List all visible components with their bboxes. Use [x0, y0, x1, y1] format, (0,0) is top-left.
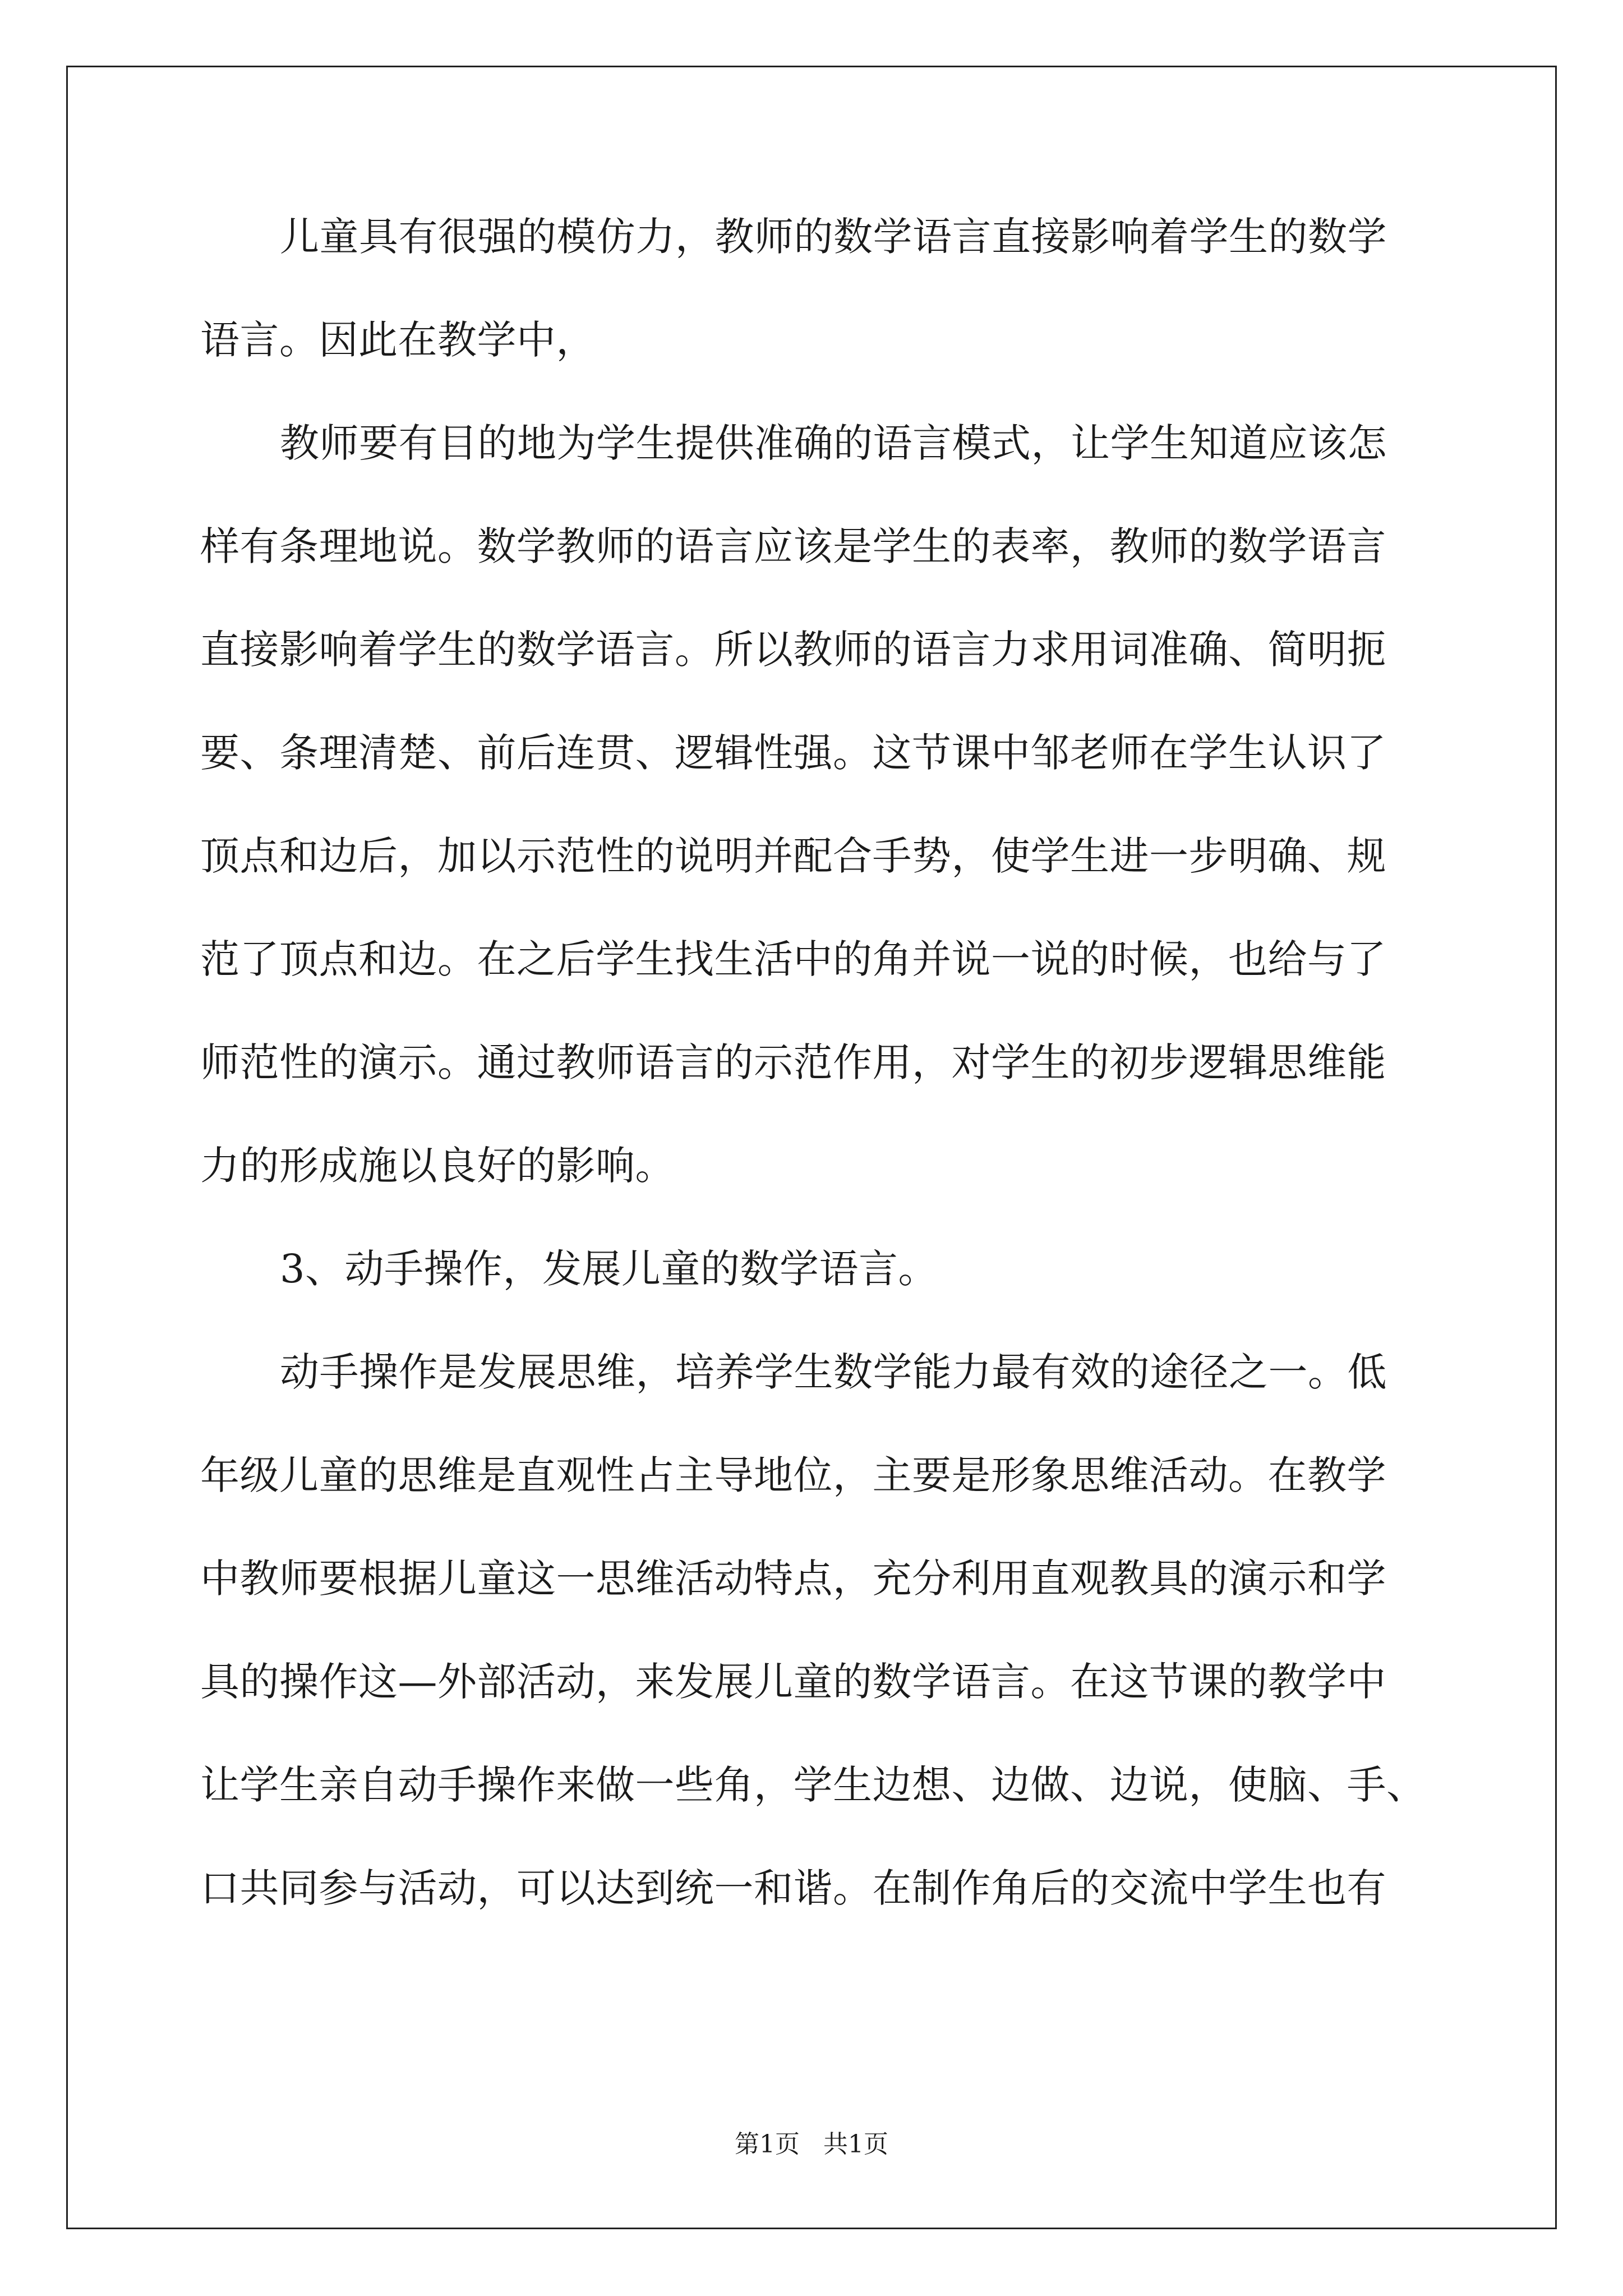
text-line: 年级儿童的思维是直观性占主导地位，主要是形象思维活动。在教学	[200, 1452, 1386, 1498]
text-line: 3、动手操作，发展儿童的数学语言。	[280, 1246, 938, 1292]
text-line: 直接影响着学生的数学语言。所以教师的语言力求用词准确、简明扼	[200, 627, 1386, 673]
text-line: 动手操作是发展思维，培养学生数学能力最有效的途径之一。低	[280, 1349, 1387, 1395]
text-line: 教师要有目的地为学生提供准确的语言模式，让学生知道应该怎	[280, 420, 1387, 466]
text-line: 儿童具有很强的模仿力，教师的数学语言直接影响着学生的数学	[280, 214, 1387, 260]
text-line: 语言。因此在教学中，	[200, 317, 596, 363]
text-line: 样有条理地说。数学教师的语言应该是学生的表率，教师的数学语言	[200, 523, 1386, 569]
text-line: 顶点和边后，加以示范性的说明并配合手势，使学生进一步明确、规	[200, 833, 1386, 879]
text-line: 要、条理清楚、前后连贯、逻辑性强。这节课中邹老师在学生认识了	[200, 730, 1386, 776]
document-body	[200, 209, 1426, 1963]
text-line: 中教师要根据儿童这一思维活动特点，充分利用直观教具的演示和学	[200, 1556, 1386, 1602]
text-line: 范了顶点和边。在之后学生找生活中的角并说一说的时候，也给与了	[200, 936, 1386, 982]
text-line: 让学生亲自动手操作来做一些角，学生边想、边做、边说，使脑、手、	[200, 1762, 1426, 1808]
text-line: 师范性的演示。通过教师语言的示范作用，对学生的初步逻辑思维能	[200, 1039, 1386, 1085]
text-line: 力的形成施以良好的影响。	[200, 1143, 675, 1189]
text-line: 具的操作这—外部活动，来发展儿童的数学语言。在这节课的教学中	[200, 1659, 1386, 1705]
page-footer: 第1页 共1页	[735, 2130, 888, 2159]
text-line: 口共同参与活动，可以达到统一和谐。在制作角后的交流中学生也有	[200, 1865, 1386, 1911]
